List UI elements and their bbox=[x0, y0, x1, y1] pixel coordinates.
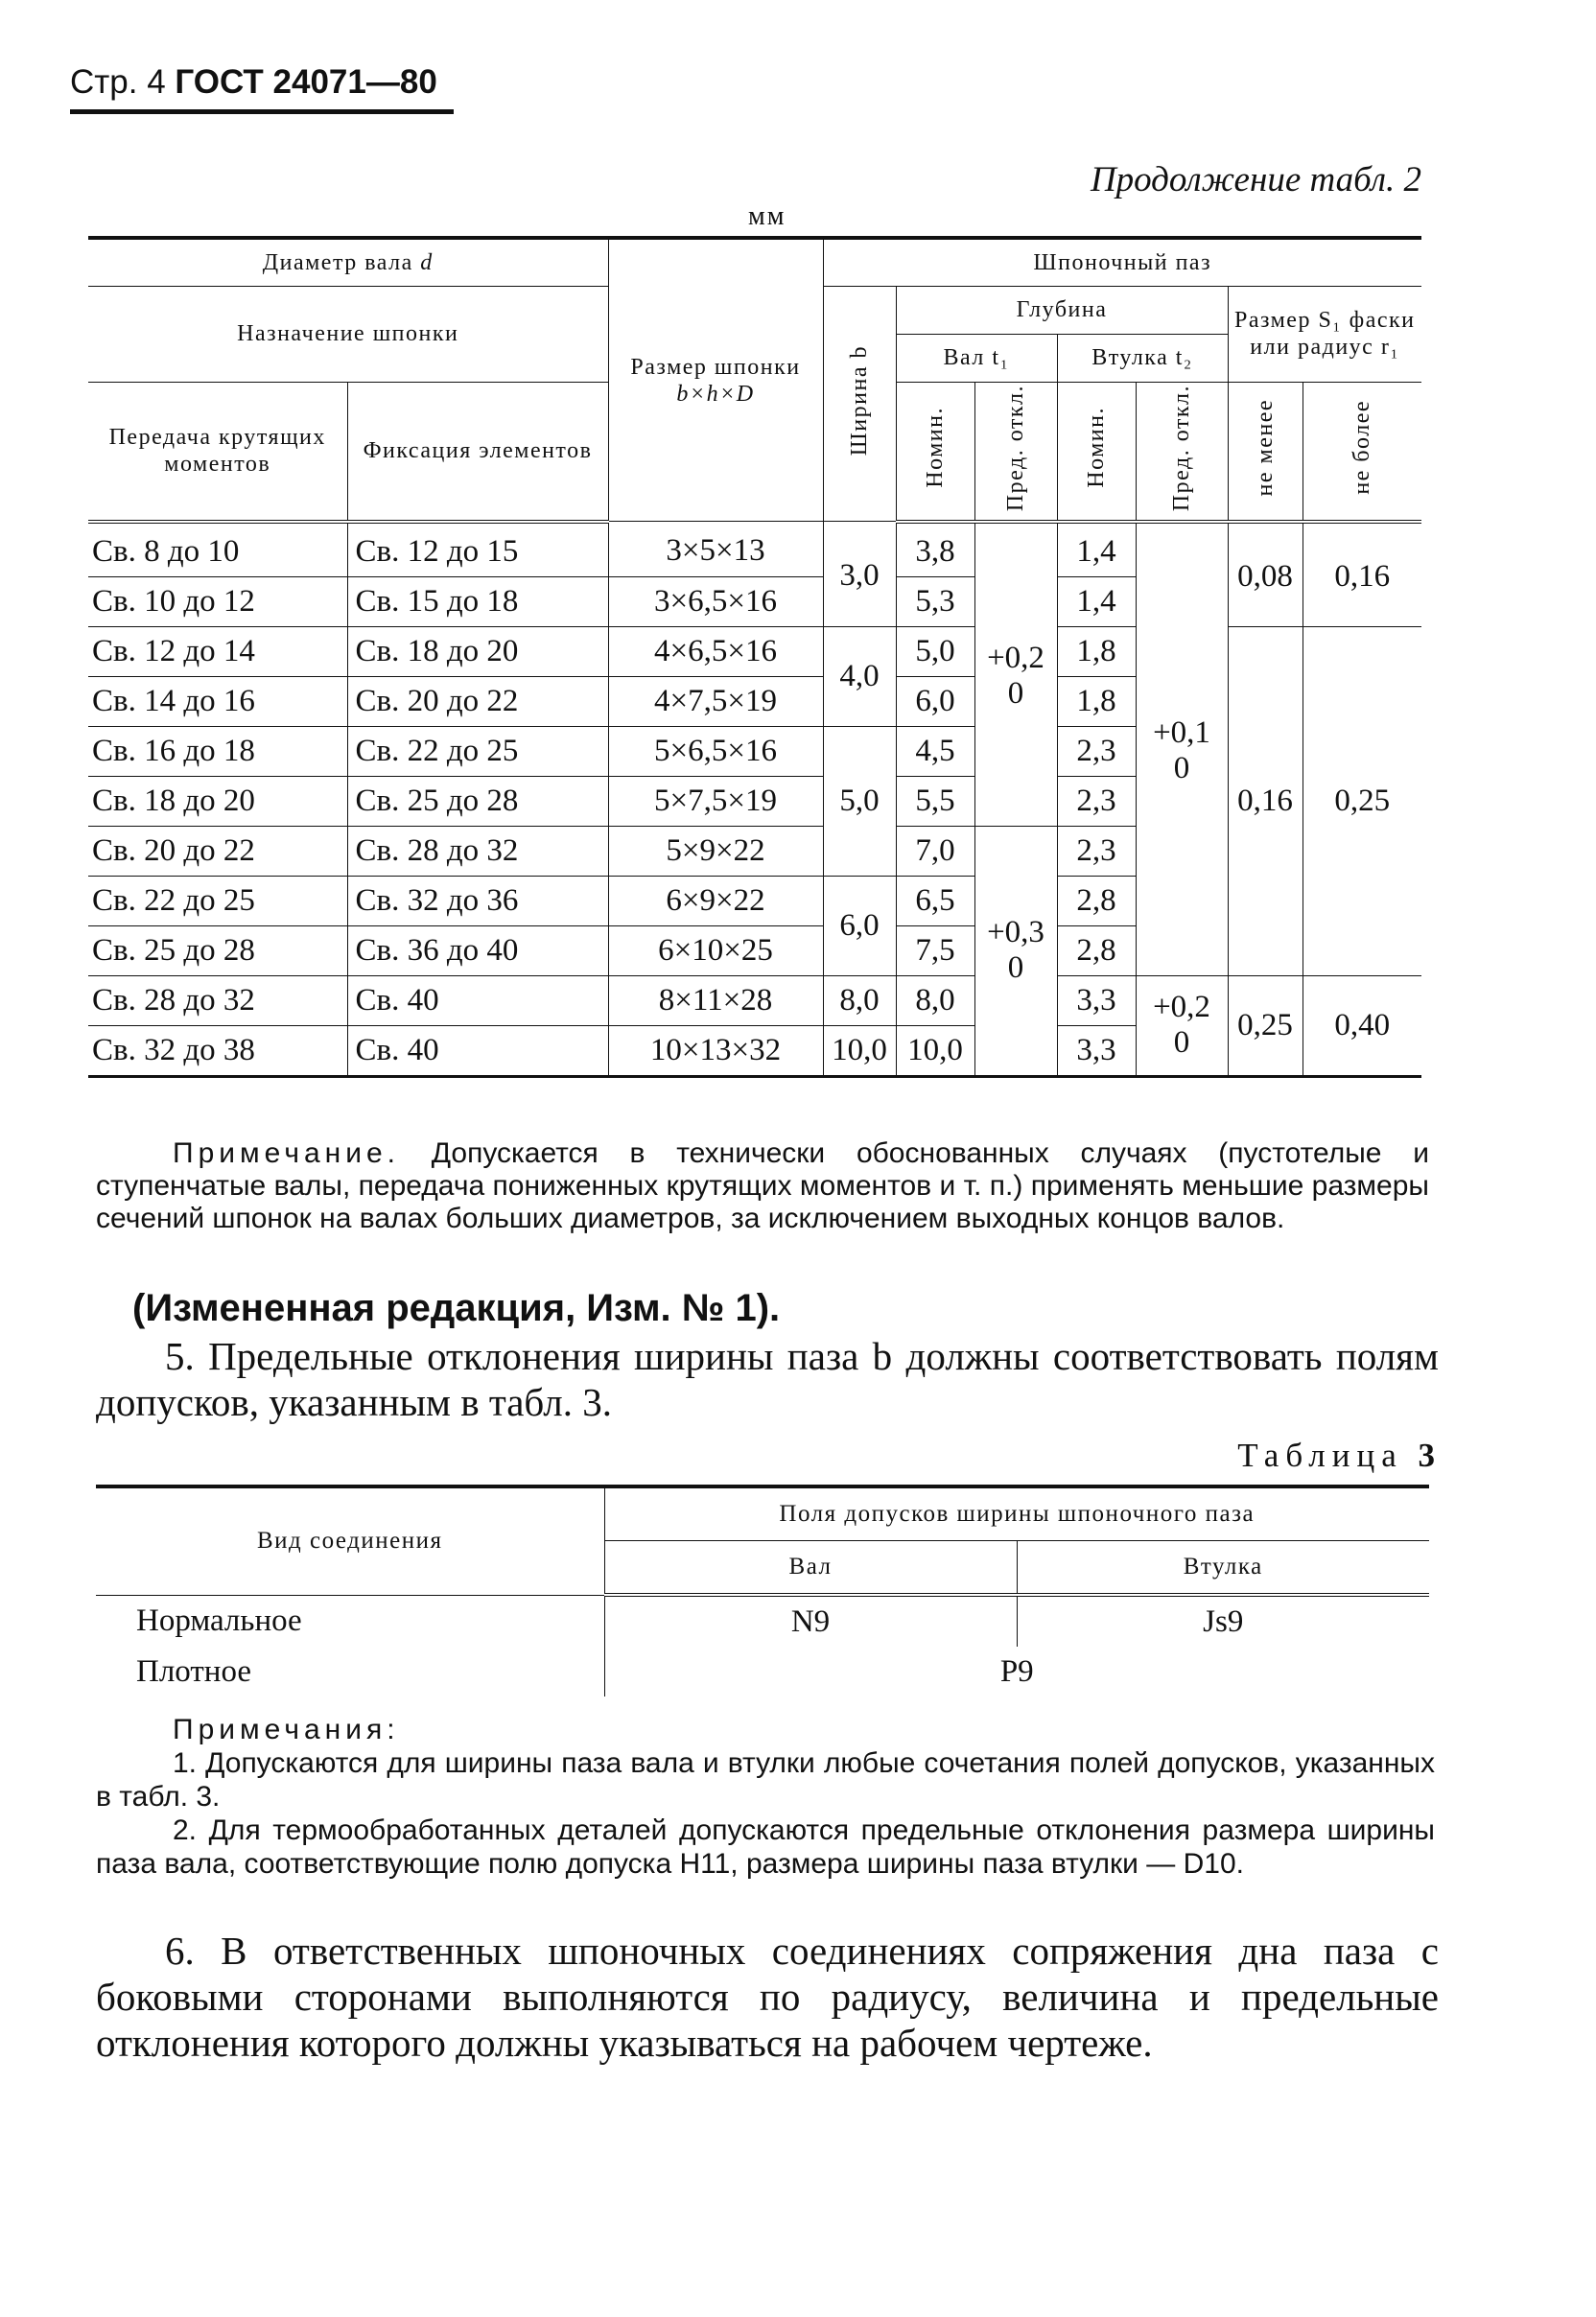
note-label: Примечание. bbox=[173, 1137, 400, 1169]
cell-t1: 10,0 bbox=[896, 1025, 974, 1076]
cell-t2: 2,8 bbox=[1057, 876, 1136, 925]
cell-t2: 1,4 bbox=[1057, 576, 1136, 626]
cell-fixation: Св. 12 до 15 bbox=[347, 522, 608, 577]
cell-key-size: 4×7,5×19 bbox=[608, 676, 823, 726]
cell-t1: 5,3 bbox=[896, 576, 974, 626]
cell-torque: Св. 14 до 16 bbox=[88, 676, 347, 726]
cell-fixation: Св. 25 до 28 bbox=[347, 776, 608, 826]
note-item-1: 1. Допускаются для ширины паза вала и втулки любые сочетания полей допусков, указанных в табл. 3. bbox=[96, 1747, 1435, 1813]
cell-fixation: Св. 22 до 25 bbox=[347, 726, 608, 776]
cell-key-size: 5×7,5×19 bbox=[608, 776, 823, 826]
cell-key-size: 3×6,5×16 bbox=[608, 576, 823, 626]
cell-torque: Св. 22 до 25 bbox=[88, 876, 347, 925]
cell-torque: Св. 8 до 10 bbox=[88, 522, 347, 577]
table-2 bbox=[88, 236, 1421, 1078]
cell-shared-tolerance: P9 bbox=[999, 1653, 1034, 1689]
header-shaft: Вал bbox=[604, 1541, 1017, 1596]
table-3-notes bbox=[96, 1713, 1435, 1881]
edition-note: (Измененная редакция, Изм. № 1). bbox=[132, 1287, 781, 1329]
cell-fixation: Св. 28 до 32 bbox=[347, 826, 608, 876]
header-t1-nominal: Номин. bbox=[896, 382, 974, 522]
table-row bbox=[96, 1595, 1429, 1647]
cell-chamfer-max: 0,25 bbox=[1303, 626, 1421, 975]
table-3 bbox=[96, 1485, 1429, 1697]
cell-hub-tolerance: Js9 bbox=[1017, 1595, 1429, 1647]
cell-torque: Св. 32 до 38 bbox=[88, 1025, 347, 1076]
cell-chamfer-min: 0,25 bbox=[1228, 975, 1303, 1076]
cell-torque: Св. 16 до 18 bbox=[88, 726, 347, 776]
cell-shaft-tolerance: N9 bbox=[604, 1595, 1017, 1647]
cell-torque: Св. 20 до 22 bbox=[88, 826, 347, 876]
cell-width: 3,0 bbox=[823, 522, 896, 627]
table-unit: мм bbox=[748, 201, 786, 231]
cell-t1: 4,5 bbox=[896, 726, 974, 776]
cell-fixation: Св. 40 bbox=[347, 1025, 608, 1076]
cell-t1: 3,8 bbox=[896, 522, 974, 577]
cell-t2: 2,3 bbox=[1057, 776, 1136, 826]
table-continuation-caption: Продолжение табл. 2 bbox=[1090, 160, 1421, 199]
cell-key-size: 10×13×32 bbox=[608, 1025, 823, 1076]
cell-t2: 2,3 bbox=[1057, 826, 1136, 876]
cell-t1: 7,0 bbox=[896, 826, 974, 876]
cell-t2: 1,4 bbox=[1057, 522, 1136, 577]
cell-chamfer-max: 0,40 bbox=[1303, 975, 1421, 1076]
cell-torque: Св. 10 до 12 bbox=[88, 576, 347, 626]
cell-torque: Св. 18 до 20 bbox=[88, 776, 347, 826]
cell-t1: 5,0 bbox=[896, 626, 974, 676]
cell-chamfer-min: 0,08 bbox=[1228, 522, 1303, 627]
cell-torque: Св. 25 до 28 bbox=[88, 925, 347, 975]
cell-fixation: Св. 15 до 18 bbox=[347, 576, 608, 626]
standard-number: ГОСТ 24071—80 bbox=[175, 63, 437, 101]
paragraph-6: 6. В ответственных шпоночных соединениях сопряжения дна паза с боковыми сторонами выполняются по радиусу, величина и предельные отклонения которого должны указываться на рабочем чертеже. bbox=[96, 1929, 1439, 2065]
cell-chamfer-min: 0,16 bbox=[1228, 626, 1303, 975]
cell-fixation: Св. 20 до 22 bbox=[347, 676, 608, 726]
header-t1-tolerance: Пред. откл. bbox=[974, 382, 1057, 522]
cell-t2: 2,8 bbox=[1057, 925, 1136, 975]
header-torque: Передача крутящих моментов bbox=[88, 382, 347, 522]
table-row bbox=[96, 1647, 1429, 1697]
cell-key-size: 6×10×25 bbox=[608, 925, 823, 975]
table-3-caption: Таблица 3 bbox=[1237, 1437, 1435, 1474]
header-hub-t2: Втулка t₂ bbox=[1057, 334, 1228, 382]
header-t2-tolerance: Пред. откл. bbox=[1136, 382, 1228, 522]
cell-torque: Св. 12 до 14 bbox=[88, 626, 347, 676]
cell-key-size: 5×6,5×16 bbox=[608, 726, 823, 776]
cell-t2-tolerance: +0,2 0 bbox=[1136, 975, 1228, 1076]
cell-fixation: Св. 32 до 36 bbox=[347, 876, 608, 925]
cell-fixation: Св. 18 до 20 bbox=[347, 626, 608, 676]
cell-t2: 3,3 bbox=[1057, 975, 1136, 1025]
page-label: Стр. 4 bbox=[70, 63, 166, 101]
header-tolerance-fields: Поля допусков ширины шпоночного паза bbox=[604, 1486, 1429, 1541]
table-2-note bbox=[96, 1137, 1429, 1235]
cell-t2: 3,3 bbox=[1057, 1025, 1136, 1076]
cell-key-size: 4×6,5×16 bbox=[608, 626, 823, 676]
cell-width: 6,0 bbox=[823, 876, 896, 975]
header-rule bbox=[70, 109, 454, 114]
cell-t1: 6,0 bbox=[896, 676, 974, 726]
header-shaft-diameter: Диаметр вала d bbox=[88, 238, 608, 286]
cell-t1: 6,5 bbox=[896, 876, 974, 925]
cell-fixation: Св. 36 до 40 bbox=[347, 925, 608, 975]
header-key-purpose: Назначение шпонки bbox=[88, 286, 608, 382]
cell-width: 5,0 bbox=[823, 726, 896, 876]
table-row bbox=[88, 975, 1421, 1025]
header-connection-type: Вид соединения bbox=[96, 1486, 604, 1595]
cell-t2: 1,8 bbox=[1057, 676, 1136, 726]
header-chamfer-max: не более bbox=[1303, 382, 1421, 522]
cell-t1: 5,5 bbox=[896, 776, 974, 826]
header-depth: Глубина bbox=[896, 286, 1228, 334]
header-fixation: Фиксация элементов bbox=[347, 382, 608, 522]
header-hub: Втулка bbox=[1017, 1541, 1429, 1596]
note-item-2: 2. Для термообработанных деталей допускаются предельные отклонения размера ширины паза вала, соответствующие полю допуска H11, размера ширины паза втулки — D10. bbox=[96, 1814, 1435, 1880]
note-text: Допускается в технически обоснованных случаях (пустотелые и ступенчатые валы, передача пониженных крутящих моментов и т. п.) применять меньшие размеры сечений шпонок на валах больших диаметров, за исключением выходных концов валов. bbox=[96, 1137, 1429, 1234]
header-shaft-t1: Вал t₁ bbox=[896, 334, 1057, 382]
cell-t1: 7,5 bbox=[896, 925, 974, 975]
cell-t2: 2,3 bbox=[1057, 726, 1136, 776]
cell-torque: Св. 28 до 32 bbox=[88, 975, 347, 1025]
cell-fixation: Св. 40 bbox=[347, 975, 608, 1025]
cell-width: 8,0 bbox=[823, 975, 896, 1025]
cell-connection-normal: Нормальное bbox=[96, 1595, 604, 1647]
paragraph-5: 5. Предельные отклонения ширины паза b должны соответствовать полям допусков, указанным в табл. 3. bbox=[96, 1334, 1439, 1424]
header-key-size: Размер шпонки b×h×D bbox=[608, 238, 823, 522]
header-t2-nominal: Номин. bbox=[1057, 382, 1136, 522]
cell-t1: 8,0 bbox=[896, 975, 974, 1025]
cell-key-size: 6×9×22 bbox=[608, 876, 823, 925]
header-width: Ширина b bbox=[823, 286, 896, 522]
table-row bbox=[88, 522, 1421, 577]
cell-t2: 1,8 bbox=[1057, 626, 1136, 676]
cell-key-size: 3×5×13 bbox=[608, 522, 823, 577]
header-chamfer: Размер S₁ фаски или радиус r₁ bbox=[1228, 286, 1421, 382]
cell-key-size: 8×11×28 bbox=[608, 975, 823, 1025]
cell-t1-tolerance: +0,2 0 bbox=[974, 522, 1057, 827]
header-chamfer-min: не менее bbox=[1228, 382, 1303, 522]
header-keyway: Шпоночный паз bbox=[823, 238, 1421, 286]
cell-t2-tolerance: +0,1 0 bbox=[1136, 522, 1228, 976]
page-header bbox=[70, 63, 437, 102]
cell-key-size: 5×9×22 bbox=[608, 826, 823, 876]
cell-connection-tight: Плотное bbox=[96, 1647, 604, 1697]
cell-t1-tolerance: +0,3 0 bbox=[974, 826, 1057, 1076]
notes-title: Примечания: bbox=[173, 1714, 400, 1745]
cell-width: 4,0 bbox=[823, 626, 896, 726]
cell-chamfer-max: 0,16 bbox=[1303, 522, 1421, 627]
cell-width: 10,0 bbox=[823, 1025, 896, 1076]
